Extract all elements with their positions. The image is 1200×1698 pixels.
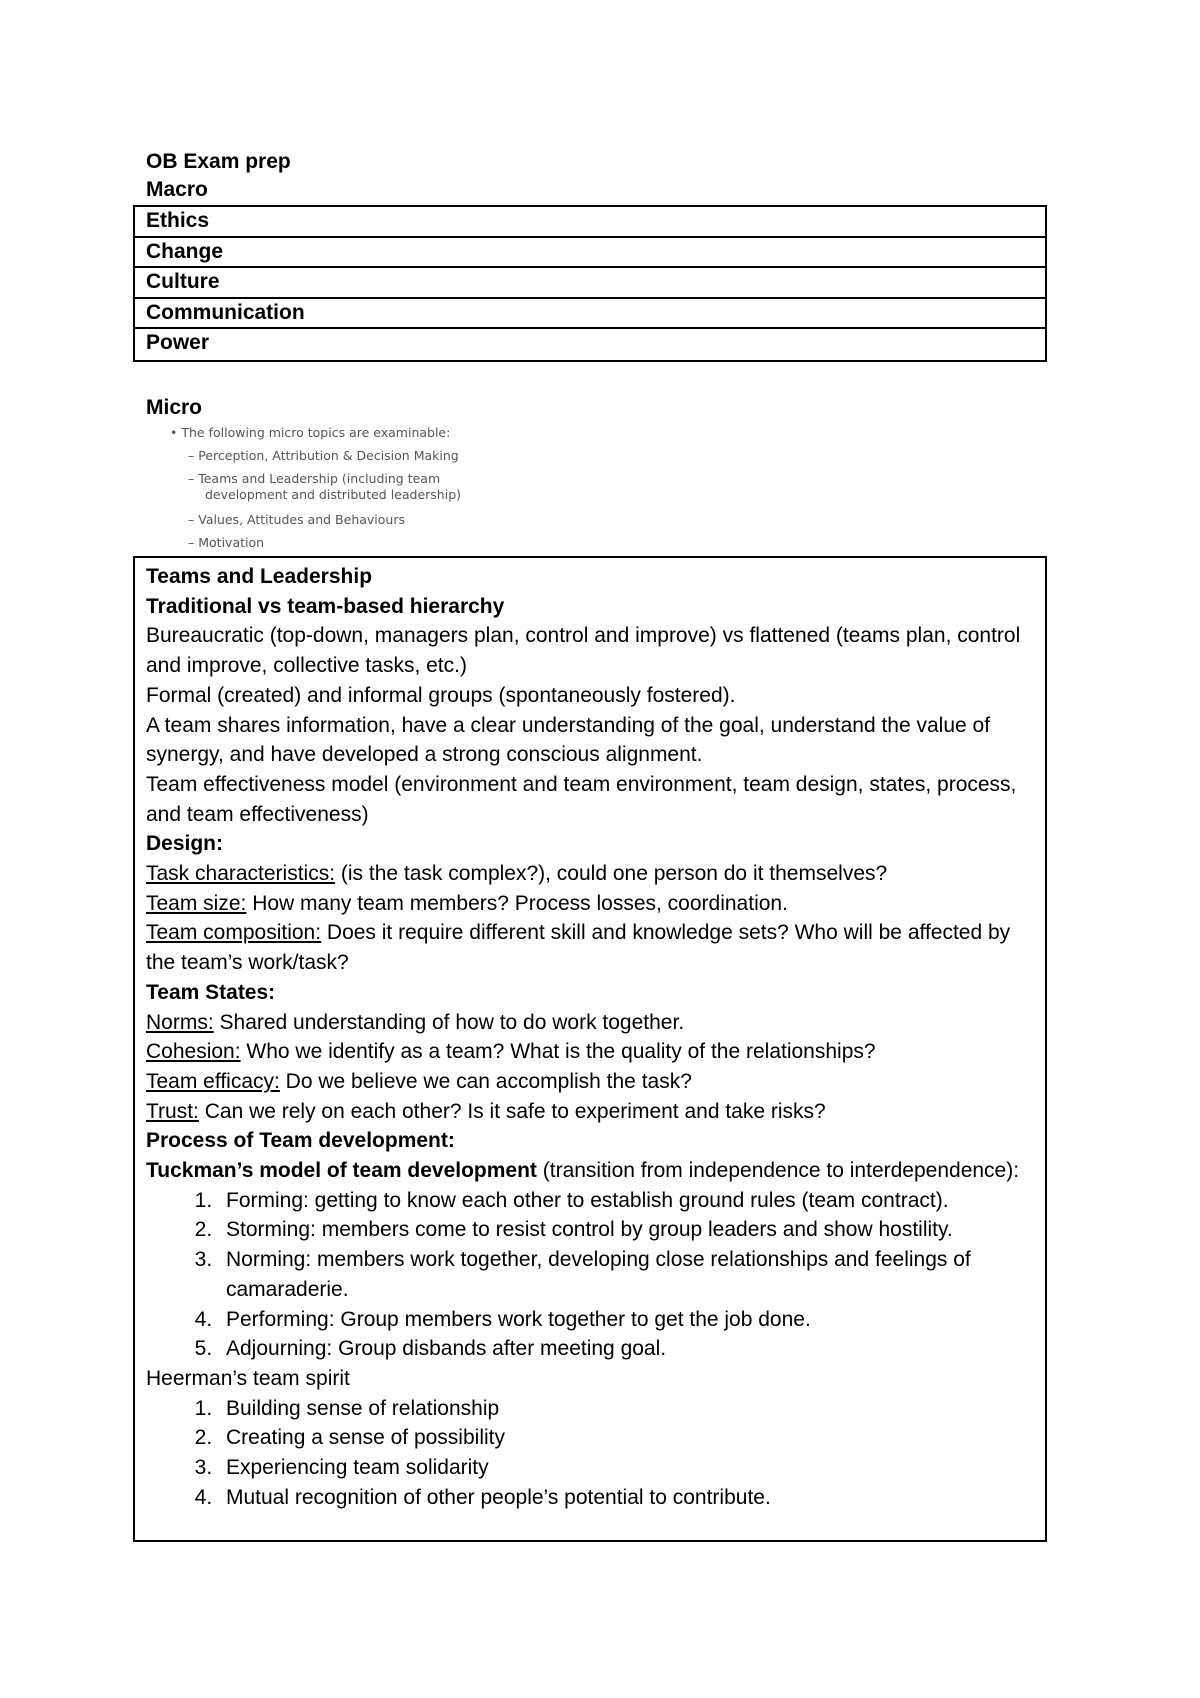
list-item: 4. Performing: Group members work together to get the job done. [218, 1305, 1035, 1335]
notes-paragraph: Formal (created) and informal groups (spontaneously fostered). [146, 683, 736, 707]
macro-topic-row: Change [135, 238, 1045, 269]
document-title: OB Exam prep [146, 150, 291, 173]
macro-heading: Macro [146, 178, 208, 201]
notes-paragraph: Bureaucratic (top-down, managers plan, control and improve) vs flattened (teams plan, control and improve, collective tasks, etc.) [146, 624, 1021, 678]
macro-topics-table [133, 205, 1047, 362]
list-item: 5. Adjourning: Group disbands after meeting goal. [218, 1334, 1035, 1364]
list-item: 1. Forming: getting to know each other to establish ground rules (team contract). [218, 1186, 1035, 1216]
dash-icon: – [188, 535, 199, 550]
slide-intro: • The following micro topics are examinable: [170, 425, 451, 440]
notes-subheading: Traditional vs team-based hierarchy [146, 594, 505, 618]
design-heading: Design: [146, 832, 224, 856]
slide-item: – Teams and Leadership (including team development and distributed leadership) [170, 471, 530, 512]
design-item: Task characteristics: (is the task complex?), could one person do it themselves? [146, 862, 888, 886]
list-item: 3. Experiencing team solidarity [218, 1453, 1035, 1483]
state-item: Trust: Can we rely on each other? Is it safe to experiment and take risks? [146, 1099, 826, 1123]
list-item: 1. Building sense of relationship [218, 1394, 1035, 1424]
state-item: Team efficacy: Do we believe we can accomplish the task? [146, 1069, 692, 1093]
list-item: 2. Creating a sense of possibility [218, 1423, 1035, 1453]
slide-item: – Perception, Attribution & Decision Making [188, 448, 459, 463]
notes-paragraph: Team effectiveness model (environment and team environment, team design, states, process, and team effectiveness) [146, 772, 1017, 826]
list-item: 4. Mutual recognition of other people’s potential to contribute. [218, 1483, 1035, 1513]
notes-heading: Teams and Leadership [146, 565, 373, 588]
bullet-icon: • [170, 425, 182, 440]
heerman-list [146, 1394, 1035, 1513]
notes-paragraph: A team shares information, have a clear understanding of the goal, understand the value of synergy, and have developed a strong conscious alignment. [146, 713, 991, 767]
dash-icon: – [188, 512, 199, 527]
design-item: Team size: How many team members? Process losses, coordination. [146, 891, 788, 915]
design-item: Team composition: Does it require different skill and knowledge sets? Who will be affected by the team’s work/task? [146, 921, 1011, 975]
macro-topic-row: Culture [135, 268, 1045, 299]
macro-topic-row: Ethics [135, 207, 1045, 238]
micro-heading: Micro [146, 396, 203, 419]
state-item: Cohesion: Who we identify as a team? What is the quality of the relationships? [146, 1040, 876, 1064]
slide-item: – Values, Attitudes and Behaviours [188, 512, 405, 527]
dash-icon: – [188, 448, 199, 463]
slide-item-continuation: development and distributed leadership) [205, 487, 462, 502]
state-item: Norms: Shared understanding of how to do work together. [146, 1010, 685, 1034]
teams-leadership-notes [133, 556, 1047, 1542]
macro-topic-row: Power [146, 331, 210, 355]
slide-item: – Motivation [188, 535, 265, 550]
slide-excerpt [170, 425, 530, 558]
process-heading: Process of Team development: [146, 1129, 455, 1153]
dash-icon: – [188, 471, 199, 486]
list-item: 2. Storming: members come to resist control by group leaders and show hostility. [218, 1215, 1035, 1245]
states-heading: Team States: [146, 980, 276, 1004]
tuckman-intro: Tuckman’s model of team development (transition from independence to interdependence): [146, 1159, 1020, 1183]
macro-topic-row: Communication [135, 299, 1045, 330]
tuckman-stages-list [146, 1186, 1035, 1364]
list-item: 3. Norming: members work together, developing close relationships and feelings of camaraderie. [218, 1245, 1035, 1304]
heerman-heading: Heerman’s team spirit [146, 1366, 350, 1390]
